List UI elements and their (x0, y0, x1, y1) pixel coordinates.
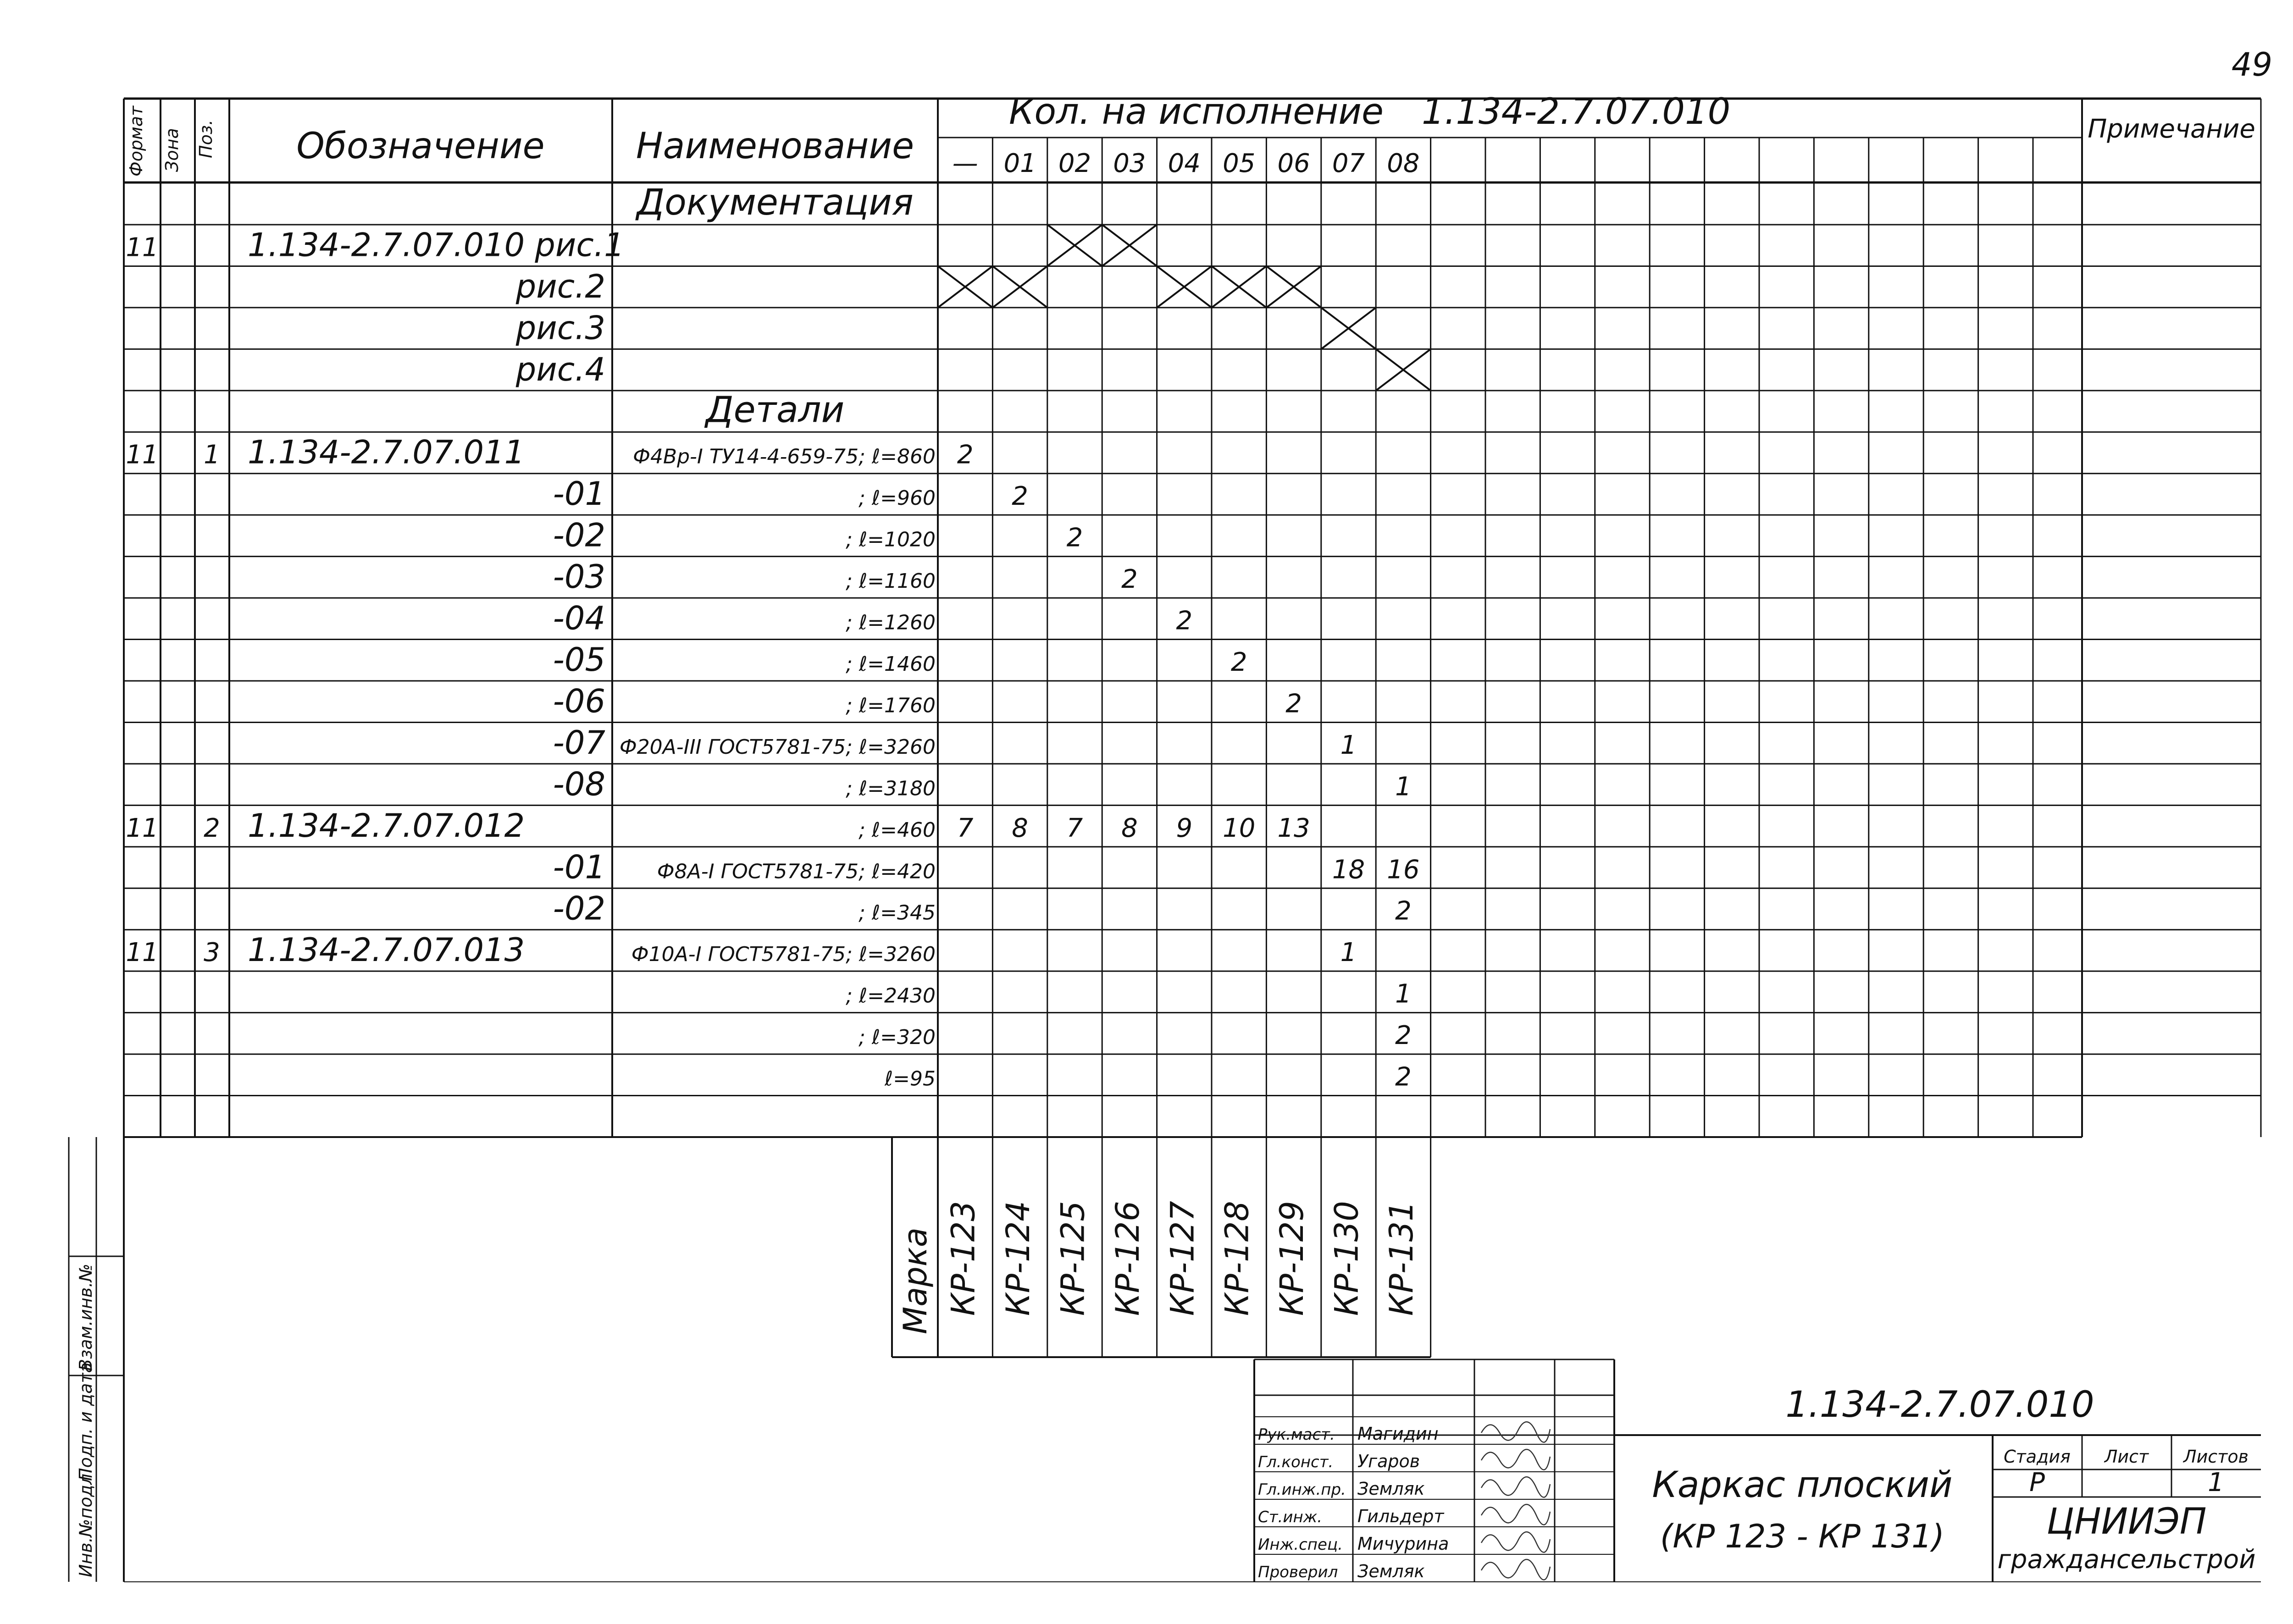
mark-кр-123: КР-123 (944, 1201, 982, 1316)
row-qty: 2 (1285, 689, 1302, 719)
title-line-1: Каркас плоский (1652, 1464, 1953, 1506)
row-designation: -05 (553, 641, 605, 679)
col-pos-header: Поз. (196, 119, 216, 158)
person-name: Земляк (1357, 1561, 1425, 1581)
row-format: 11 (126, 938, 159, 968)
row-qty: 1 (1340, 730, 1357, 760)
row-designation: 1.134-2.7.07.013 (248, 931, 525, 969)
row-qty: 1 (1340, 938, 1357, 968)
person-role: Рук.маст. (1258, 1425, 1335, 1444)
person-role: Инж.спец. (1258, 1536, 1343, 1554)
row-qty: 10 (1223, 813, 1256, 843)
signature-mark (1481, 1559, 1550, 1580)
row-name: ; ℓ=1160 (846, 569, 936, 593)
org-line-2: граждансельстрой (1997, 1545, 2256, 1574)
row-qty: 2 (957, 440, 974, 470)
stage-label: Стадия (2004, 1447, 2071, 1467)
title-line-2: (КР 123 - КР 131) (1660, 1518, 1944, 1555)
row-qty: 16 (1387, 855, 1420, 885)
row-name: ; ℓ=3180 (846, 777, 936, 801)
row-designation: -01 (553, 848, 605, 886)
row-format: 11 (126, 232, 159, 263)
row-qty: 1 (1395, 979, 1412, 1009)
row-pos: 1 (204, 440, 220, 470)
row-name: Ф20А-III ГОСТ5781-75; ℓ=3260 (619, 735, 936, 759)
row-name: ; ℓ=1020 (846, 528, 936, 552)
row-qty: 2 (1066, 523, 1083, 553)
row-designation: 1.134-2.7.07.011 (248, 433, 525, 471)
variant-header-5: 05 (1223, 149, 1256, 178)
stage-value: Р (2029, 1468, 2045, 1497)
variant-header-7: 07 (1332, 149, 1365, 178)
person-role: Ст.инж. (1258, 1508, 1323, 1526)
row-name: ; ℓ=460 (858, 818, 936, 842)
row-qty: 2 (1395, 896, 1412, 926)
variant-header-4: 04 (1168, 149, 1201, 178)
variant-header-3: 03 (1113, 149, 1146, 178)
row-designation: -02 (553, 889, 605, 928)
section-documentation: Документация (637, 182, 914, 223)
row-format: 11 (126, 813, 159, 843)
row-name: ; ℓ=960 (858, 486, 936, 510)
row-qty: 13 (1277, 813, 1310, 843)
row-qty: 7 (957, 813, 974, 843)
row-qty: 2 (1230, 647, 1247, 677)
col-zone-header: Зона (162, 128, 182, 172)
row-name: ; ℓ=1760 (846, 694, 936, 718)
sheet-label: Лист (2104, 1447, 2149, 1467)
row-designation: -06 (553, 682, 605, 720)
person-name: Угаров (1357, 1451, 1420, 1471)
mark-кр-129: КР-129 (1273, 1201, 1311, 1316)
variant-header-0: — (952, 149, 978, 178)
row-name: ; ℓ=1460 (846, 652, 936, 676)
row-name: ; ℓ=2430 (846, 984, 936, 1008)
row-designation: 1.134-2.7.07.010 рис.1 (248, 226, 625, 264)
row-pos: 3 (204, 938, 220, 968)
row-qty: 2 (1121, 564, 1138, 595)
variant-header-8: 08 (1387, 149, 1420, 178)
row-designation: -04 (553, 599, 605, 637)
table-text (76, 46, 2272, 1581)
signature-mark (1481, 1504, 1550, 1525)
qty-header-title: Кол. на исполнение (1009, 91, 1384, 133)
row-designation: 1.134-2.7.07.012 (248, 806, 525, 845)
variant-header-2: 02 (1058, 149, 1091, 178)
col-note-header: Примечание (2088, 114, 2255, 144)
person-name: Гильдерт (1357, 1506, 1444, 1526)
mark-кр-125: КР-125 (1054, 1201, 1092, 1316)
title-doc-code: 1.134-2.7.07.010 (1785, 1384, 2094, 1425)
row-designation: -08 (553, 765, 605, 803)
row-pos: 2 (204, 813, 220, 843)
row-name: Ф4Вр-I ТУ14-4-659-75; ℓ=860 (633, 445, 936, 469)
mark-label: Марка (897, 1227, 934, 1334)
row-qty: 2 (1012, 481, 1028, 512)
person-name: Мичурина (1357, 1534, 1449, 1554)
side-stamp-sign-date: Подп. и дата (76, 1362, 96, 1481)
row-designation: -01 (553, 475, 605, 513)
row-name: Ф8А-I ГОСТ5781-75; ℓ=420 (657, 860, 936, 884)
mark-кр-131: КР-131 (1382, 1201, 1420, 1316)
row-qty: 7 (1066, 813, 1083, 843)
mark-кр-130: КР-130 (1328, 1201, 1366, 1316)
col-format-header: Формат (126, 105, 146, 177)
row-format: 11 (126, 440, 159, 470)
sheets-value: 1 (2208, 1468, 2224, 1497)
row-qty: 18 (1332, 855, 1365, 885)
mark-кр-128: КР-128 (1218, 1201, 1256, 1316)
variant-header-6: 06 (1277, 149, 1310, 178)
row-qty: 8 (1012, 813, 1028, 843)
row-qty: 8 (1121, 813, 1138, 843)
col-designation-header: Обозначение (296, 126, 545, 167)
row-name: ; ℓ=320 (858, 1026, 936, 1050)
person-name: Магидин (1357, 1424, 1439, 1444)
person-role: Проверил (1258, 1563, 1338, 1581)
row-designation: рис.3 (515, 309, 605, 347)
person-role: Гл.инж.пр. (1258, 1480, 1346, 1499)
row-qty: 2 (1395, 1062, 1412, 1092)
row-name: ℓ=95 (884, 1067, 936, 1091)
row-designation: -03 (553, 558, 605, 596)
person-name: Земляк (1357, 1479, 1425, 1499)
row-qty: 2 (1176, 606, 1193, 636)
row-qty: 9 (1176, 813, 1193, 843)
side-stamp-inv-no: Инв.№подл. (76, 1468, 96, 1577)
mark-кр-126: КР-126 (1108, 1201, 1146, 1316)
variant-header-1: 01 (1003, 149, 1036, 178)
side-stamp-replace-inv: Взам.инв.№ (76, 1264, 96, 1371)
row-name: ; ℓ=1260 (846, 611, 936, 635)
row-designation: рис.4 (515, 350, 605, 388)
section-details: Детали (705, 389, 845, 431)
row-name: ; ℓ=345 (858, 901, 936, 925)
row-designation: -02 (553, 516, 605, 554)
signature-mark (1481, 1422, 1550, 1442)
row-designation: -07 (553, 724, 605, 762)
row-designation: рис.2 (515, 267, 605, 305)
sheets-label: Листов (2183, 1447, 2249, 1467)
qty-header-doc: 1.134-2.7.07.010 (1422, 91, 1731, 133)
row-qty: 2 (1395, 1021, 1412, 1051)
col-name-header: Наименование (636, 126, 914, 167)
person-role: Гл.конст. (1258, 1453, 1334, 1471)
mark-кр-127: КР-127 (1163, 1201, 1202, 1316)
org-line-1: ЦНИИЭП (2046, 1501, 2207, 1542)
signature-mark (1481, 1532, 1550, 1552)
row-qty: 1 (1395, 772, 1412, 802)
mark-кр-124: КР-124 (999, 1201, 1037, 1316)
row-name: Ф10А-I ГОСТ5781-75; ℓ=3260 (631, 943, 936, 967)
signature-mark (1481, 1449, 1550, 1469)
signature-mark (1481, 1477, 1550, 1497)
page-number: 49 (2231, 46, 2272, 83)
